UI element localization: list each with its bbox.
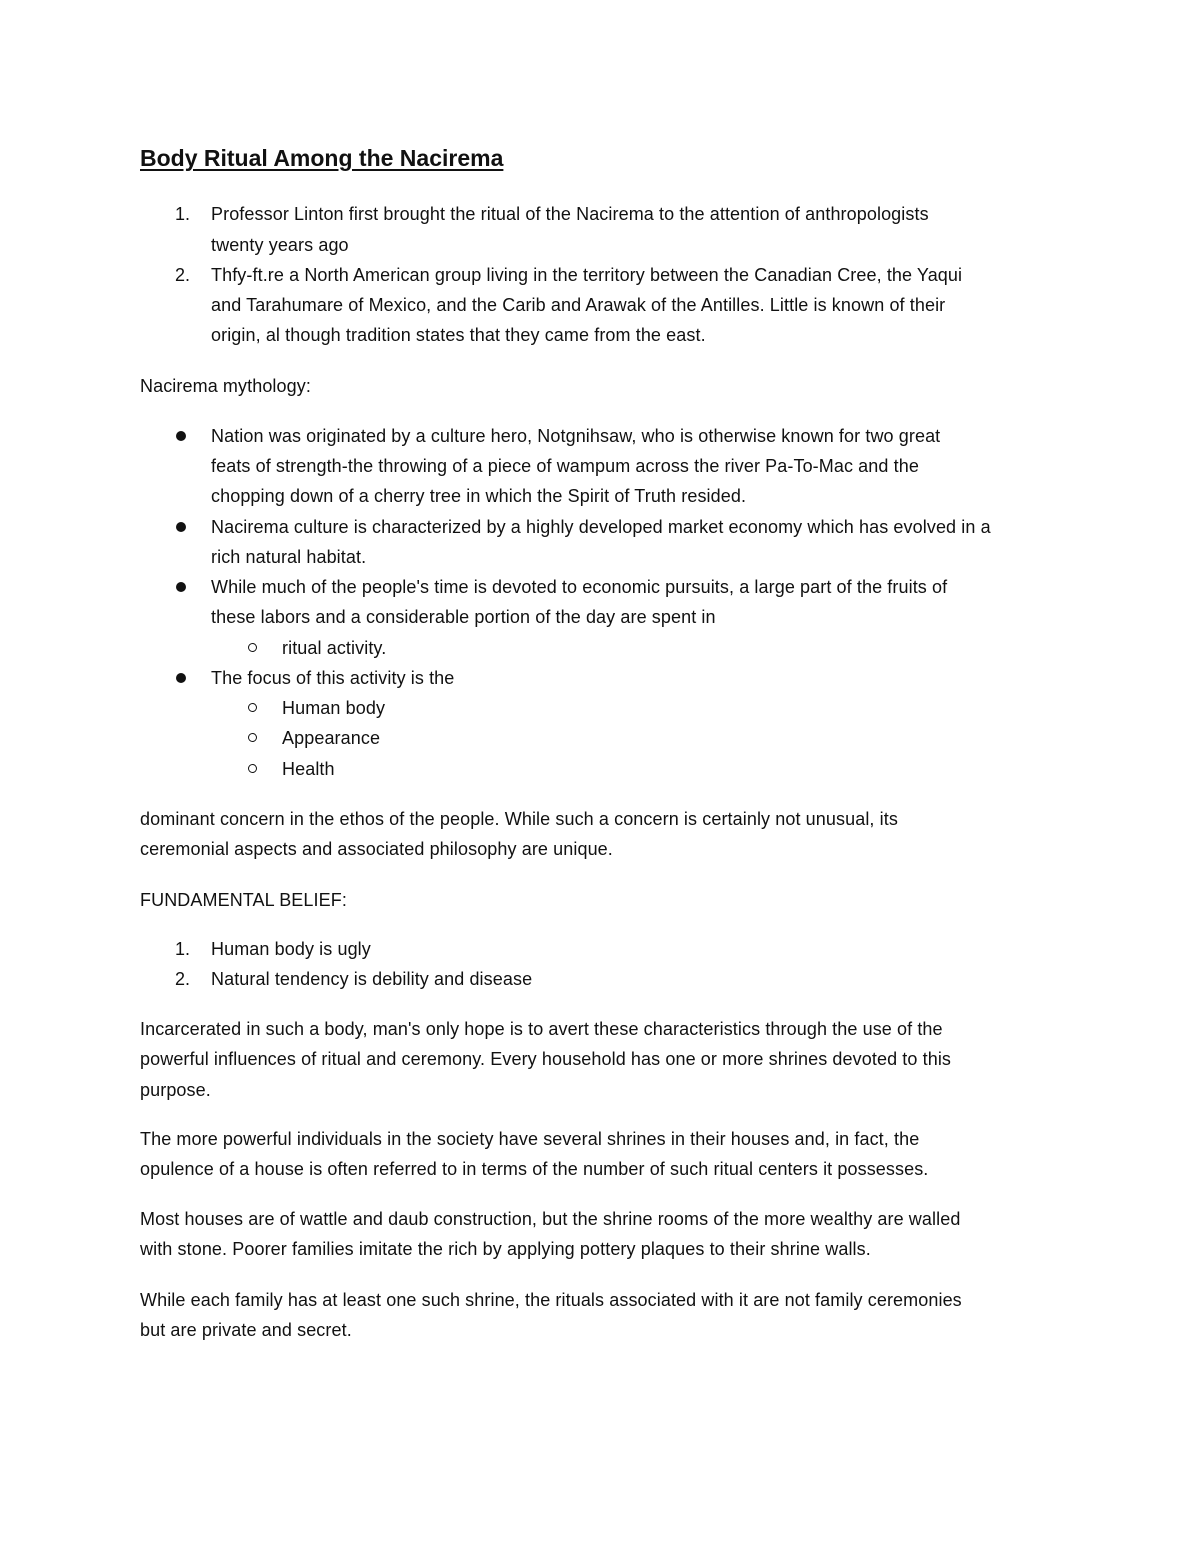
list-number: 1. [175,939,191,959]
bullet-line: these labors and a considerable portion of the day are spent in [211,607,716,627]
paragraph-line: The more powerful individuals in the society have several shrines in their houses and, in fact, the [140,1129,920,1149]
bullet-line: Nacirema culture is characterized by a highly developed market economy which has evolved in a [211,517,991,537]
paragraph-line: powerful influences of ritual and ceremony. Every household has one or more shrines devoted to this [140,1049,952,1069]
sub-bullet-icon [248,733,257,742]
paragraph-line: but are private and secret. [140,1320,352,1340]
paragraph-line: dominant concern in the ethos of the people. While such a concern is certainly not unusual, its [140,809,898,829]
list-number: 2. [175,265,191,285]
bullet-line: chopping down of a cherry tree in which the Spirit of Truth resided. [211,486,747,506]
bullet-icon [176,431,186,441]
sub-bullet-line: Appearance [282,728,381,748]
sub-bullet-line: Health [282,759,335,779]
paragraph-line: ceremonial aspects and associated philosophy are unique. [140,839,613,859]
list-item-line: Human body is ugly [211,939,371,959]
list-item-line: and Tarahumare of Mexico, and the Carib and Arawak of the Antilles. Little is known of their [211,295,946,315]
mythology-heading: Nacirema mythology: [140,376,311,396]
paragraph-line: Incarcerated in such a body, man's only hope is to avert these characteristics through the use of the [140,1019,943,1039]
sub-bullet-icon [248,703,257,712]
paragraph-line: While each family has at least one such shrine, the rituals associated with it are not family ceremonies [140,1290,962,1310]
document-title: Body Ritual Among the Nacirema [140,145,504,171]
list-item-line: origin, al though tradition states that they came from the east. [211,325,706,345]
sub-bullet-icon [248,643,257,652]
paragraph-line: purpose. [140,1080,211,1100]
paragraph-line: Most houses are of wattle and daub construction, but the shrine rooms of the more wealthy are walled [140,1209,961,1229]
bullet-line: The focus of this activity is the [211,668,455,688]
bullet-line: While much of the people's time is devoted to economic pursuits, a large part of the fruits of [211,577,948,597]
list-item-line: Thfy-ft.re a North American group living in the territory between the Canadian Cree, the Yaqui [211,265,963,285]
list-number: 1. [175,204,191,224]
belief-heading: FUNDAMENTAL BELIEF: [140,890,347,910]
paragraph-line: opulence of a house is often referred to in terms of the number of such ritual centers it possesses. [140,1159,929,1179]
list-item-line: Natural tendency is debility and disease [211,969,533,989]
list-item-line: twenty years ago [211,235,349,255]
list-item-line: Professor Linton first brought the ritual of the Nacirema to the attention of anthropologists [211,204,929,224]
sub-bullet-icon [248,764,257,773]
sub-bullet-line: Human body [282,698,386,718]
paragraph-line: with stone. Poorer families imitate the rich by applying pottery plaques to their shrine walls. [140,1239,871,1259]
bullet-line: rich natural habitat. [211,547,367,567]
list-number: 2. [175,969,191,989]
bullet-icon [176,522,186,532]
bullet-line: feats of strength-the throwing of a piece of wampum across the river Pa-To-Mac and the [211,456,919,476]
bullet-icon [176,673,186,683]
bullet-icon [176,582,186,592]
bullet-line: Nation was originated by a culture hero, Notgnihsaw, who is otherwise known for two great [211,426,941,446]
sub-bullet-line: ritual activity. [282,638,387,658]
